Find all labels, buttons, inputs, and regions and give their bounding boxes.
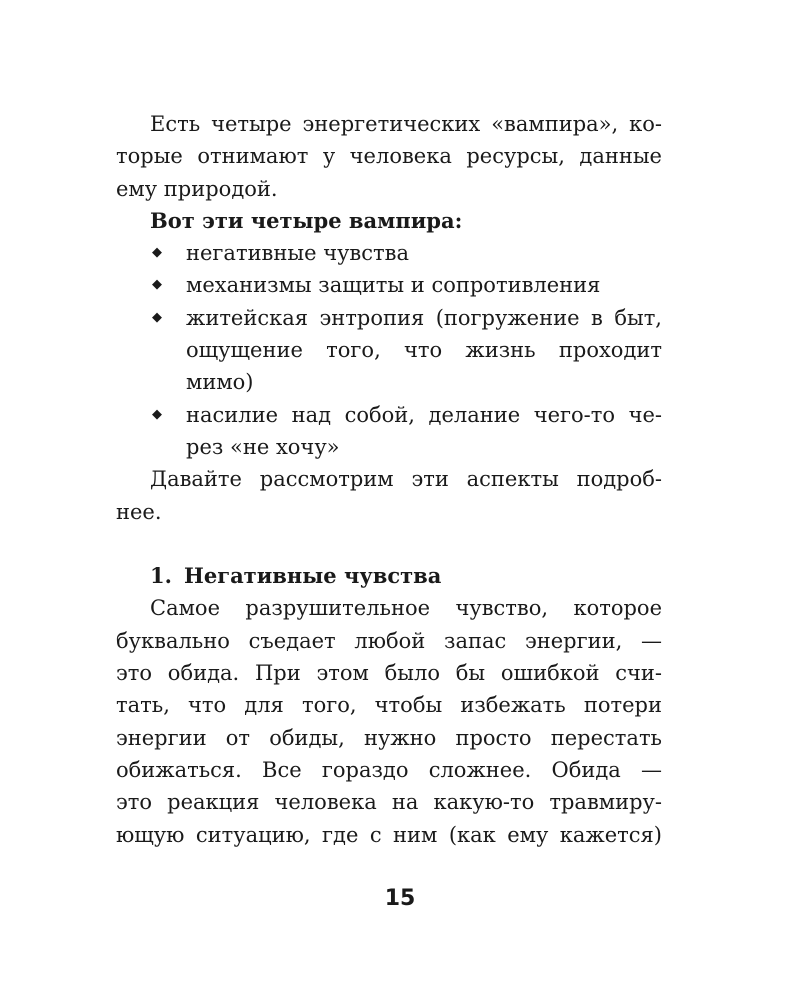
section-number: 1. (150, 563, 172, 589)
section-line: тать, что для того, чтобы избежать потери (116, 693, 662, 718)
intro-line: ему природой. (116, 176, 278, 201)
section-line: буквально съедает любой запас энергии, — (116, 628, 662, 653)
section-line: Самое разрушительное чувство, которое (150, 596, 662, 621)
outro-paragraph (116, 463, 662, 528)
outro-line: нее. (116, 499, 162, 524)
list-item-line: негативные чувства (186, 241, 409, 266)
intro-line: Есть четыре энергетических «вампира», ко- (150, 112, 662, 136)
intro-paragraph (116, 108, 662, 205)
section-spacer (116, 528, 662, 560)
section-line: обижаться. Все гораздо сложнее. Обида — (116, 757, 662, 782)
list-item (116, 237, 662, 269)
list-item-line: насилие над собой, делание чего-то че- (186, 402, 662, 427)
outro-line: Давайте рассмотрим эти аспекты подроб- (150, 467, 662, 492)
diamond-bullet-icon: ◆ (152, 309, 162, 325)
diamond-bullet-icon: ◆ (152, 245, 162, 261)
list-item-line: рез «не хочу» (186, 434, 340, 459)
list-item-line: житейская энтропия (погружение в быт, (186, 305, 662, 330)
page-number: 15 (384, 886, 416, 911)
section-heading (116, 560, 662, 592)
list-item-line: мимо) (186, 370, 254, 395)
list-item-line: ощущение того, что жизнь проходит (186, 338, 662, 363)
section-paragraph (116, 592, 662, 850)
page-content (116, 108, 662, 851)
list-item (116, 302, 662, 399)
list-heading: Вот эти четыре вампира: (150, 207, 463, 233)
section-title: Негативные чувства (184, 563, 442, 589)
vampire-list (116, 237, 662, 463)
section-line: это обида. При этом было бы ошибкой счи- (116, 661, 662, 686)
diamond-bullet-icon: ◆ (152, 406, 162, 422)
intro-line: торые отнимают у человека ресурсы, данные (116, 144, 662, 169)
diamond-bullet-icon: ◆ (152, 277, 162, 293)
list-item-line: механизмы защиты и сопротивления (186, 273, 601, 298)
section-line: энергии от обиды, нужно просто перестать (116, 725, 662, 750)
section-line: это реакция человека на какую-то травмиру- (116, 790, 662, 815)
section-line: ющую ситуацию, где с ним (как ему кажется) (116, 822, 662, 847)
list-item (116, 399, 662, 464)
list-item (116, 269, 662, 301)
